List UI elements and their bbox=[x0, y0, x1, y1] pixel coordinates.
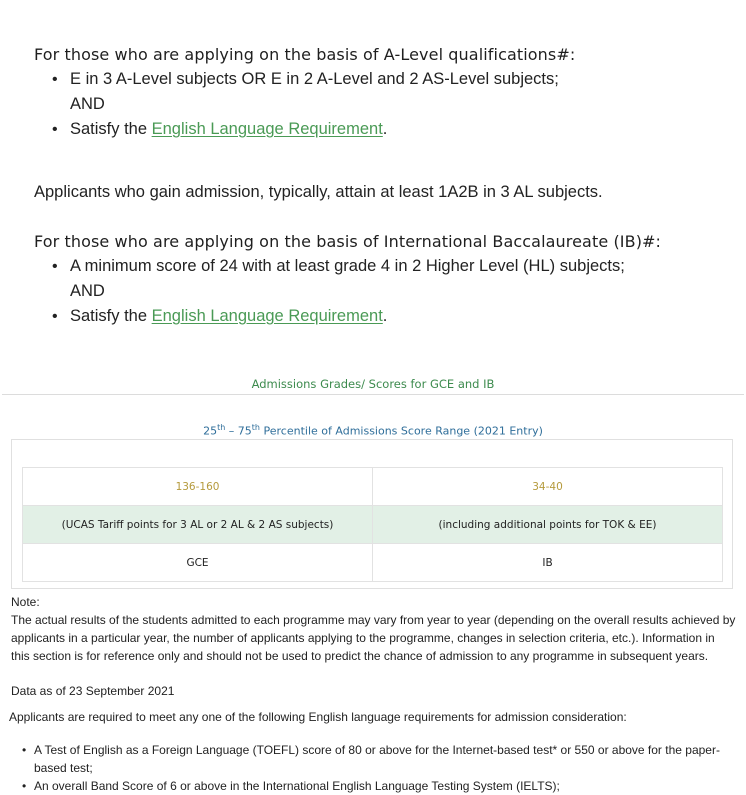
list-item-text: A minimum score of 24 with at least grade 4 in 2 Higher Level (HL) subjects; bbox=[70, 257, 625, 275]
and-text: AND bbox=[70, 282, 105, 300]
english-requirements-list bbox=[22, 741, 722, 795]
percentile-subtitle bbox=[0, 423, 746, 438]
table-row-labels bbox=[23, 544, 723, 582]
sup2: th bbox=[251, 423, 261, 432]
list-item bbox=[52, 304, 625, 329]
table-row-descriptions bbox=[23, 506, 723, 544]
sup1: th bbox=[217, 423, 226, 432]
subtitle-rest: Percentile of Admissions Score Range (2021 Entry) bbox=[260, 424, 543, 438]
gce-description-cell: (UCAS Tariff points for 3 AL or 2 AL & 2 AS subjects) bbox=[23, 506, 373, 544]
p1: 25 bbox=[203, 424, 218, 438]
section-divider bbox=[2, 394, 744, 395]
english-intro: Applicants are required to meet any one of the following English language requirements for admission consideration: bbox=[9, 710, 627, 724]
alevel-heading: For those who are applying on the basis of A-Level qualifications#: bbox=[34, 45, 576, 64]
list-item bbox=[52, 254, 625, 279]
ib-requirements-list bbox=[52, 254, 625, 329]
grades-section-title: Admissions Grades/ Scores for GCE and IB bbox=[251, 377, 495, 391]
gce-range-cell: 136-160 bbox=[23, 468, 373, 506]
grades-table bbox=[22, 467, 723, 582]
ib-description-cell: (including additional points for TOK & EE) bbox=[373, 506, 723, 544]
punctuation: . bbox=[382, 120, 388, 138]
ib-range-cell: 34-40 bbox=[373, 468, 723, 506]
alevel-requirements-list bbox=[52, 67, 559, 142]
note-label: Note: bbox=[11, 595, 40, 609]
list-item: • A Test of English as a Foreign Language (TOEFL) score of 80 or above for the Internet-based test* or 550 or above for the paper-based test; bbox=[22, 741, 722, 777]
list-item bbox=[52, 92, 559, 117]
data-date: Data as of 23 September 2021 bbox=[11, 684, 175, 698]
english-language-requirement-link[interactable]: English Language Requirement bbox=[151, 120, 383, 138]
ib-heading: For those who are applying on the basis of International Baccalaureate (IB)#: bbox=[34, 232, 662, 251]
and-text: AND bbox=[70, 95, 105, 113]
dash: – bbox=[225, 424, 238, 438]
p2: 75 bbox=[237, 424, 252, 438]
list-item-text: Satisfy the bbox=[70, 307, 152, 325]
list-item bbox=[52, 279, 625, 304]
table-row-ranges bbox=[23, 468, 723, 506]
list-item-text: E in 3 A-Level subjects OR E in 2 A-Level and 2 AS-Level subjects; bbox=[70, 70, 559, 88]
punctuation: . bbox=[382, 307, 388, 325]
typical-admission-text: Applicants who gain admission, typically, attain at least 1A2B in 3 AL subjects. bbox=[34, 183, 603, 201]
english-language-requirement-link[interactable]: English Language Requirement bbox=[151, 307, 383, 325]
gce-label-cell: GCE bbox=[23, 544, 373, 582]
note-text: The actual results of the students admitted to each programme may vary from year to year (depending on the overall results achieved by applicants in a particular year, the number of applicants applying to the programme, changes in selection criteria, etc.). Information in this section is for reference only and should not be used to predict the chance of admission to any programme in subsequent years. bbox=[11, 613, 736, 663]
ib-label-cell: IB bbox=[373, 544, 723, 582]
list-item bbox=[52, 117, 559, 142]
list-item-text: Satisfy the bbox=[70, 120, 152, 138]
list-item: • An overall Band Score of 6 or above in the International English Language Testing System (IELTS); bbox=[22, 777, 722, 795]
list-item bbox=[52, 67, 559, 92]
